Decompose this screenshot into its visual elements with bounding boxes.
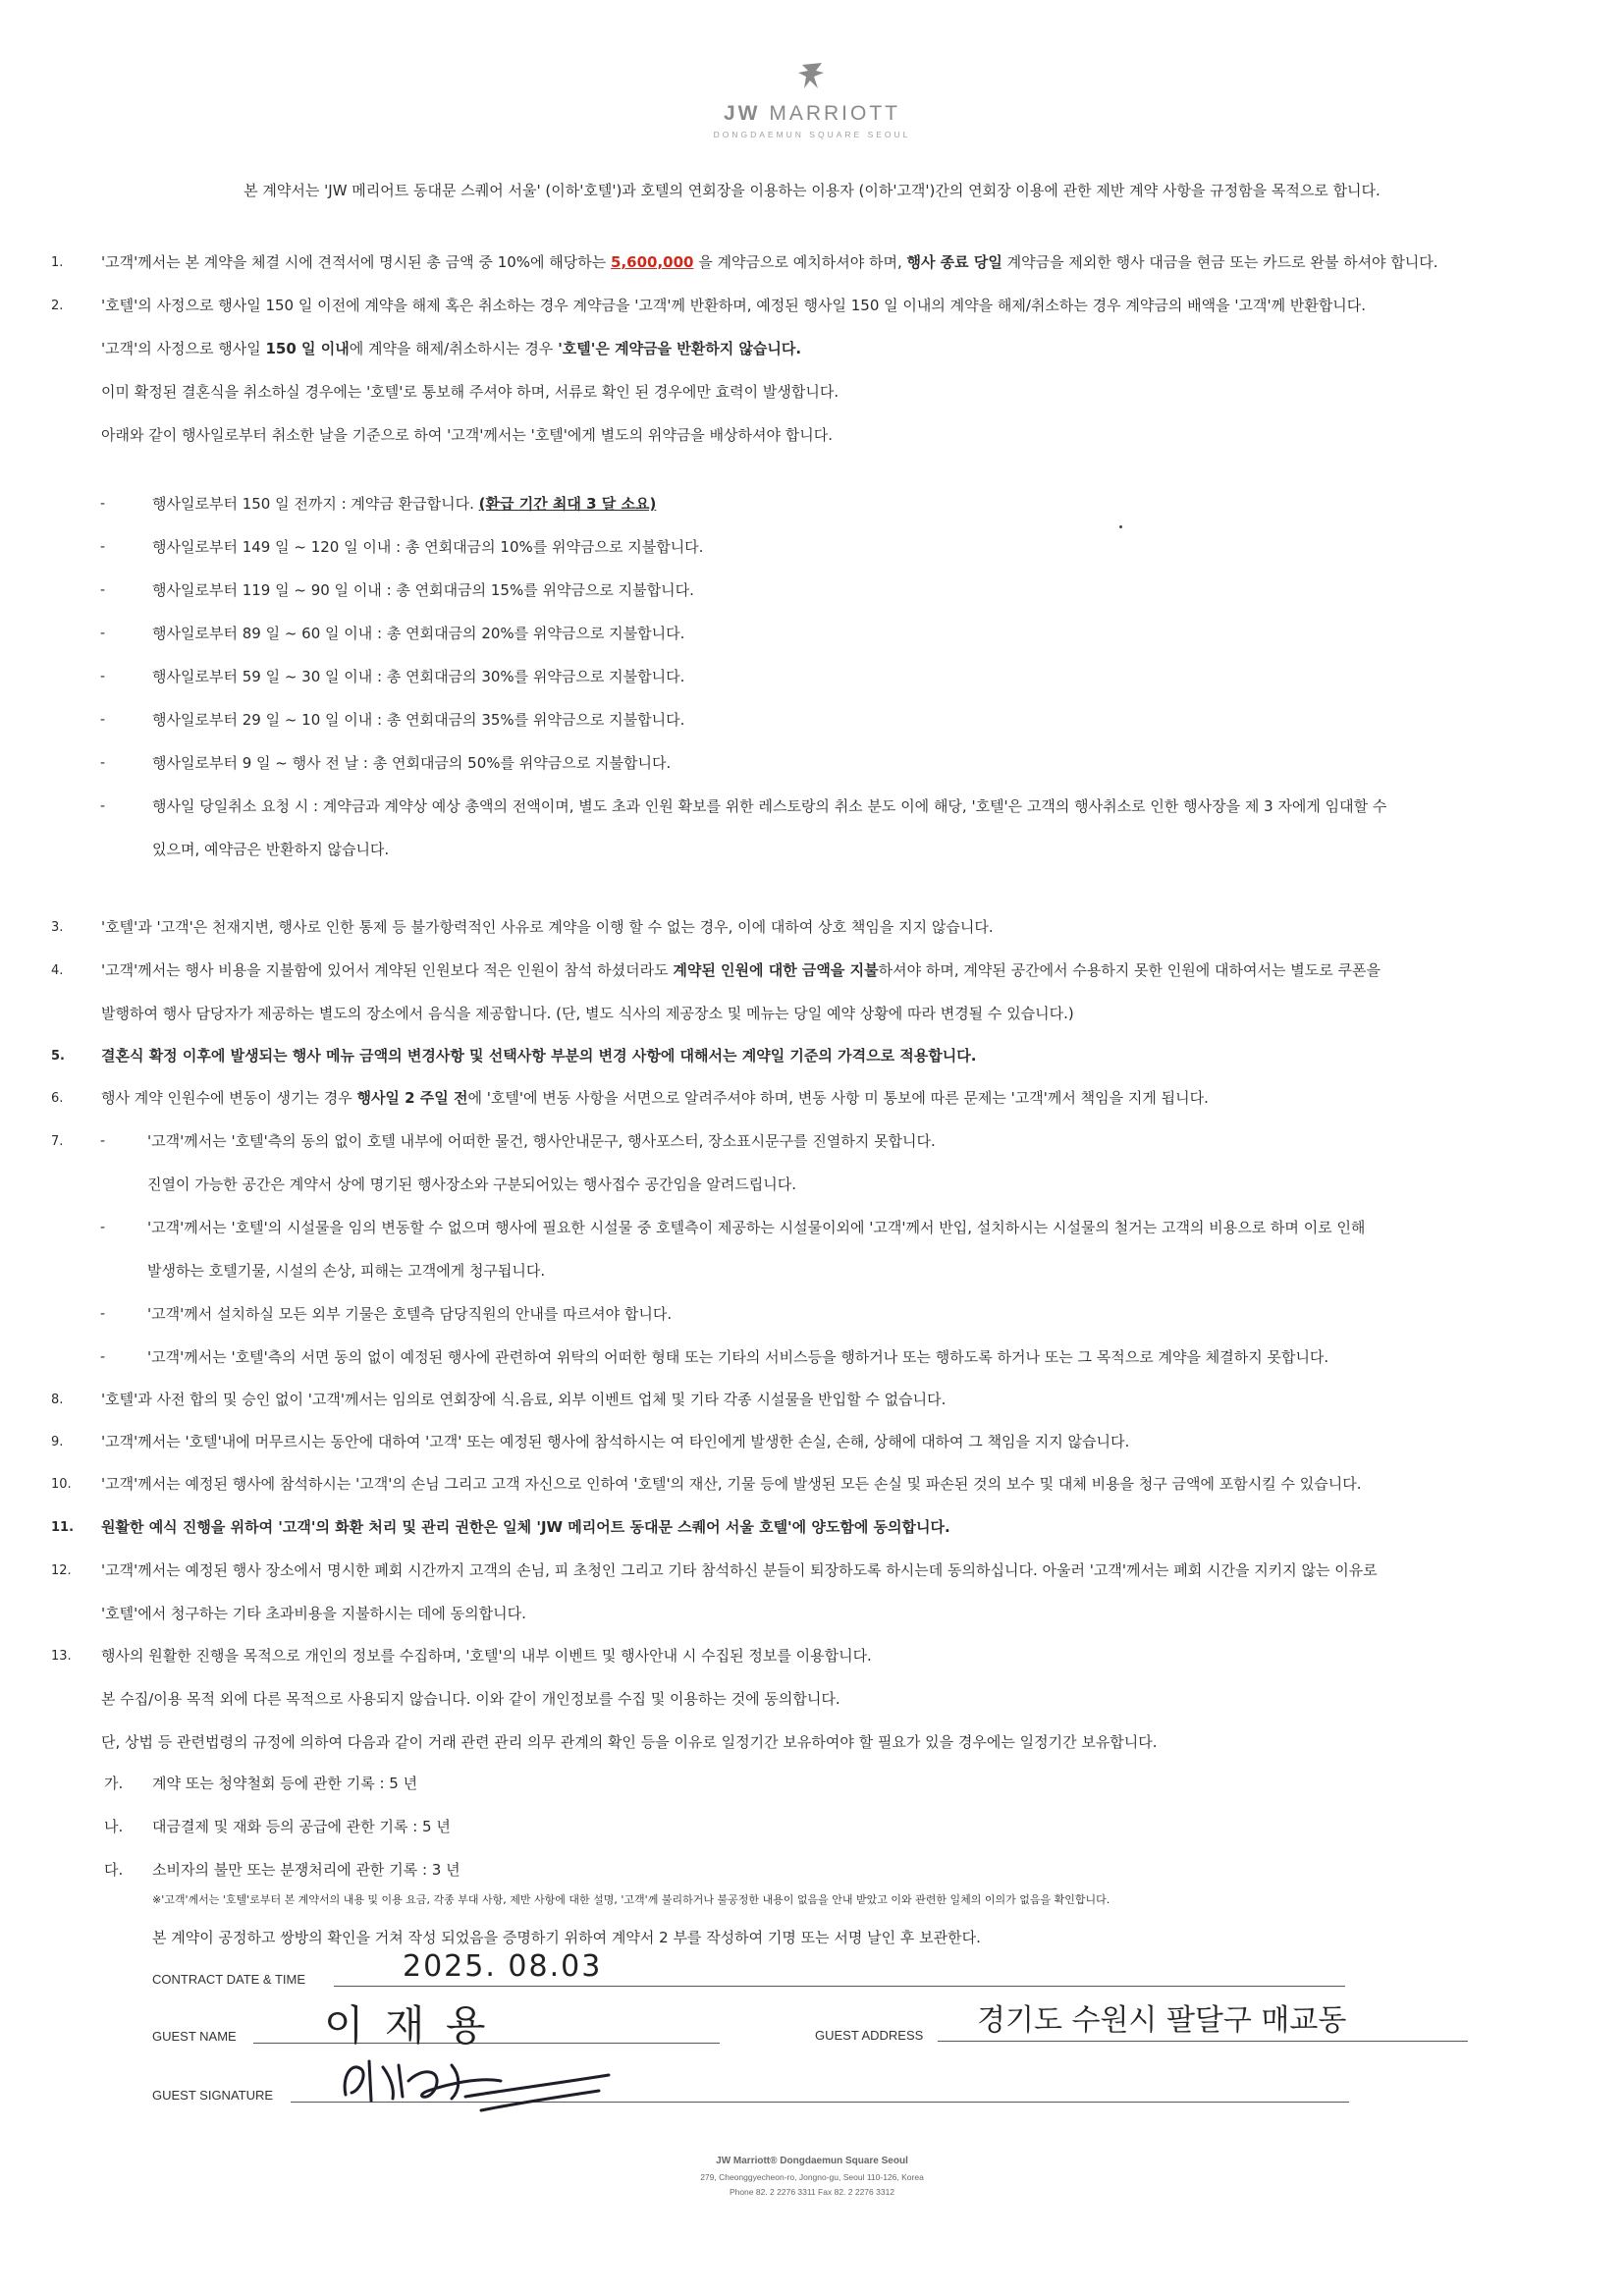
clause-7-dash: -	[100, 1349, 106, 1365]
guest-name-label: GUEST NAME	[152, 2029, 237, 2044]
clause-13-line-1: 행사의 원활한 진행을 목적으로 개인의 정보를 수집하며, '호텔'의 내부 이벤트 및 행사안내 시 수집된 정보를 이용합니다.	[101, 1647, 872, 1665]
clause-7-dash: -	[100, 1133, 106, 1149]
penalty-item-8-cont: 있으며, 예약금은 반환하지 않습니다.	[152, 841, 390, 858]
clause-5: 결혼식 확정 이후에 발생되는 행사 메뉴 금액의 변경사항 및 선택사항 부분의 변경 사항에 대해서는 계약일 기준의 가격으로 적용합니다.	[101, 1047, 977, 1065]
contract-date-label: CONTRACT DATE & TIME	[152, 1972, 306, 1987]
clause-4-line-1: '고객'께서는 행사 비용을 지불함에 있어서 계약된 인원보다 적은 인원이 참석 하셨더라도 계약된 인원에 대한 금액을 지불하셔야 하며, 계약된 공간에서 수용하지 못한 인원에 대하여서는 별도로 쿠폰을	[101, 961, 1380, 979]
clause-1-number: 1.	[51, 255, 64, 270]
retention-item-da: 소비자의 불만 또는 분쟁처리에 관한 기록 : 3 년	[152, 1861, 460, 1879]
penalty-dash: -	[100, 626, 106, 641]
clause-1: '고객'께서는 본 계약을 체결 시에 견적서에 명시된 총 금액 중 10%에 해당하는 5,600,000 을 계약금으로 예치하셔야 하며, 행사 종료 당일 계약금을 제외한 행사 대금을 현금 또는 카드로 완불 하셔야 합니다.	[101, 253, 1438, 271]
penalty-dash: -	[100, 539, 106, 555]
clause-8: '호텔'과 사전 합의 및 승인 없이 '고객'께서는 임의로 연회장에 식.음료, 외부 이벤트 업체 및 기타 각종 시설물을 반입할 수 없습니다.	[101, 1391, 947, 1408]
clause-7-item-2-cont: 발생하는 호텔기물, 시설의 손상, 피해는 고객에게 청구됩니다.	[147, 1262, 546, 1280]
penalty-item-6: 행사일로부터 29 일 ~ 10 일 이내 : 총 연회대금의 35%를 위약금으로 지불합니다.	[152, 711, 685, 729]
retention-item-na: 대금결제 및 재화 등의 공급에 관한 기록 : 5 년	[152, 1818, 451, 1835]
clause-2-line-4: 아래와 같이 행사일로부터 취소한 날을 기준으로 하여 '고객'께서는 '호텔'에게 별도의 위약금을 배상하셔야 합니다.	[101, 426, 834, 444]
clause-9: '고객'께서는 '호텔'내에 머무르시는 동안에 대하여 '고객' 또는 예정된 행사에 참석하시는 여 타인에게 발생한 손실, 손해, 상해에 대하여 그 책임을 지지 않습니다.	[101, 1433, 1130, 1450]
penalty-item-5: 행사일로부터 59 일 ~ 30 일 이내 : 총 연회대금의 30%를 위약금으로 지불합니다.	[152, 668, 685, 685]
guest-address-value: 경기도 수원시 팔달구 매교동	[977, 2003, 1347, 2038]
clause-8-number: 8.	[51, 1393, 64, 1407]
clause-10-number: 10.	[51, 1477, 72, 1492]
footer-address: 279, Cheonggyecheon-ro, Jongno-gu, Seoul 110-126, Korea	[700, 2172, 924, 2182]
clause-4-line-2: 발행하여 행사 담당자가 제공하는 별도의 장소에서 음식을 제공합니다. (단, 별도 식사의 제공장소 및 메뉴는 당일 예약 상황에 따라 변경될 수 있습니다.)	[101, 1005, 1074, 1022]
brand-subtitle: DONGDAEMUN SQUARE SEOUL	[713, 130, 911, 139]
retention-label-ka: 가.	[104, 1775, 124, 1792]
clause-7-dash: -	[100, 1220, 106, 1235]
clause-5-number: 5.	[51, 1049, 65, 1064]
penalty-dash: -	[100, 798, 106, 814]
penalty-item-4: 행사일로부터 89 일 ~ 60 일 이내 : 총 연회대금의 20%를 위약금으로 지불합니다.	[152, 625, 685, 642]
clause-2-number: 2.	[51, 299, 64, 313]
clause-2-line-2: '고객'의 사정으로 행사일 150 일 이내에 계약을 해제/취소하시는 경우 '호텔'은 계약금을 반환하지 않습니다.	[101, 340, 802, 357]
clause-7-item-4: '고객'께서는 '호텔'측의 서면 동의 없이 예정된 행사에 관련하여 위탁의 어떠한 형태 또는 기타의 서비스등을 행하거나 또는 행하도록 하거나 또는 그 목적으로 계약을 체결하지 못합니다.	[147, 1348, 1329, 1366]
footer-hotel-name: JW Marriott® Dongdaemun Square Seoul	[716, 2156, 908, 2166]
clause-9-number: 9.	[51, 1435, 64, 1449]
clause-7-number: 7.	[51, 1134, 64, 1149]
clause-11-number: 11.	[51, 1520, 75, 1535]
clause-7-dash: -	[100, 1306, 106, 1322]
clause-13-line-3: 단, 상법 등 관련법령의 규정에 의하여 다음과 같이 거래 관련 관리 의무 관계의 확인 등을 이유로 일정기간 보유하여야 할 필요가 있을 경우에는 일정기간 보유합니다.	[101, 1733, 1158, 1751]
intro-text: 본 계약서는 'JW 메리어트 동대문 스퀘어 서울' (이하'호텔')과 호텔의 연회장을 이용하는 이용자 (이하'고객')간의 연회장 이용에 관한 제반 계약 사항을 규정함을 목적으로 합니다.	[244, 182, 1380, 199]
clause-12-line-1: '고객'께서는 예정된 행사 장소에서 명시한 폐회 시간까지 고객의 손님, 피 초청인 그리고 기타 참석하신 분들이 퇴장하도록 하시는데 동의하십니다. 아울러 '고객'께서는 폐회 시간을 지키지 않는 이유로	[101, 1561, 1378, 1579]
stray-dot	[1119, 525, 1122, 528]
clause-7-item-1-cont: 진열이 가능한 공간은 계약서 상에 명기된 행사장소와 구분되어있는 행사접수 공간임을 알려드립니다.	[147, 1175, 797, 1193]
penalty-dash: -	[100, 712, 106, 728]
penalty-item-2: 행사일로부터 149 일 ~ 120 일 이내 : 총 연회대금의 10%를 위약금으로 지불합니다.	[152, 538, 704, 556]
clause-12-line-2: '호텔'에서 청구하는 기타 초과비용을 지불하시는 데에 동의합니다.	[101, 1605, 526, 1622]
guest-signature-label: GUEST SIGNATURE	[152, 2088, 274, 2103]
guest-name-value: 이 재 용	[324, 2001, 490, 2050]
deposit-amount: 5,600,000	[611, 253, 694, 271]
clause-13-line-2: 본 수집/이용 목적 외에 다른 목적으로 사용되지 않습니다. 이와 같이 개인정보를 수집 및 이용하는 것에 동의합니다.	[101, 1690, 840, 1708]
clause-2-line-1: '호텔'의 사정으로 행사일 150 일 이전에 계약을 해제 혹은 취소하는 경우 계약금을 '고객'께 반환하며, 예정된 행사일 150 일 이내의 계약을 해제/취소하는 경우 계약금의 배액을 '고객'께 반환합니다.	[101, 297, 1367, 314]
retention-label-na: 나.	[104, 1818, 124, 1835]
guest-address-line	[938, 2041, 1468, 2042]
clause-3: '호텔'과 '고객'은 천재지변, 행사로 인한 통제 등 불가항력적인 사유로 계약을 이행 할 수 없는 경우, 이에 대하여 상호 책임을 지지 않습니다.	[101, 918, 994, 936]
penalty-dash: -	[100, 755, 106, 771]
retention-label-da: 다.	[104, 1861, 124, 1879]
clause-2-line-3: 이미 확정된 결혼식을 취소하실 경우에는 '호텔'로 통보해 주셔야 하며, 서류로 확인 된 경우에만 효력이 발생합니다.	[101, 383, 839, 401]
penalty-item-3: 행사일로부터 119 일 ~ 90 일 이내 : 총 연회대금의 15%를 위약금으로 지불합니다.	[152, 581, 694, 599]
penalty-item-1: 행사일로부터 150 일 전까지 : 계약금 환급합니다. (환급 기간 최대 3 달 소요)	[152, 495, 657, 513]
contract-date-line	[334, 1986, 1345, 1987]
confirmation-note: ※'고객'께서는 '호텔'로부터 본 계약서의 내용 및 이용 요금, 각종 부대 사항, 제반 사항에 대한 설명, '고객'께 불리하거나 불공정한 내용이 없음을 안내 받았고 이와 관련한 일체의 이의가 없음을 확인합니다.	[152, 1893, 1110, 1906]
hotel-logo	[0, 59, 1624, 139]
penalty-item-7: 행사일로부터 9 일 ~ 행사 전 날 : 총 연회대금의 50%를 위약금으로 지불합니다.	[152, 754, 672, 772]
contract-date-value: 2025. 08.03	[403, 1949, 603, 1984]
footer-phone: Phone 82. 2 2276 3311 Fax 82. 2 2276 3312	[729, 2187, 895, 2197]
penalty-dash: -	[100, 496, 106, 512]
clause-7-item-2: '고객'께서는 '호텔'의 시설물을 임의 변동할 수 없으며 행사에 필요한 시설물 중 호텔측이 제공하는 시설물이외에 '고객'께서 반입, 설치하시는 시설물의 철거는 고객의 비용으로 하며 이로 인해	[147, 1219, 1366, 1236]
clause-6-number: 6.	[51, 1091, 64, 1106]
guest-address-label: GUEST ADDRESS	[815, 2028, 924, 2043]
clause-7-item-1: '고객'께서는 '호텔'측의 동의 없이 호텔 내부에 어떠한 물건, 행사안내문구, 행사포스터, 장소표시문구를 진열하지 못합니다.	[147, 1132, 936, 1150]
retention-item-ka: 계약 또는 청약철회 등에 관한 기록 : 5 년	[152, 1775, 418, 1792]
penalty-dash: -	[100, 582, 106, 598]
clause-6: 행사 계약 인원수에 변동이 생기는 경우 행사일 2 주일 전에 '호텔'에 변동 사항을 서면으로 알려주셔야 하며, 변동 사항 미 통보에 따른 문제는 '고객'께서 책임을 지게 됩니다.	[101, 1089, 1209, 1107]
clause-4-number: 4.	[51, 963, 64, 978]
jw-marriott-bird-icon	[794, 59, 830, 98]
penalty-dash: -	[100, 669, 106, 684]
clause-12-number: 12.	[51, 1563, 72, 1578]
guest-signature-icon	[334, 2048, 619, 2125]
closing-statement: 본 계약이 공정하고 쌍방의 확인을 거쳐 작성 되었음을 증명하기 위하여 계약서 2 부를 작성하여 기명 또는 서명 날인 후 보관한다.	[152, 1929, 981, 1946]
brand-name: JW MARRIOTT	[724, 102, 900, 125]
clause-10: '고객'께서는 예정된 행사에 참석하시는 '고객'의 손님 그리고 고객 자신으로 인하여 '호텔'의 재산, 기물 등에 발생된 모든 손실 및 파손된 것의 보수 및 대체 비용을 청구 금액에 포함시킬 수 있습니다.	[101, 1475, 1362, 1493]
penalty-item-8: 행사일 당일취소 요청 시 : 계약금과 계약상 예상 총액의 전액이며, 별도 초과 인원 확보를 위한 레스토랑의 취소 분도 이에 해당, '호텔'은 고객의 행사취소로 인한 행사장을 제 3 자에게 임대할 수	[152, 797, 1387, 815]
clause-7-item-3: '고객'께서 설치하실 모든 외부 기물은 호텔측 담당직원의 안내를 따르셔야 합니다.	[147, 1305, 673, 1323]
clause-13-number: 13.	[51, 1649, 72, 1664]
clause-11: 원활한 예식 진행을 위하여 '고객'의 화환 처리 및 관리 권한은 일체 'JW 메리어트 동대문 스퀘어 서울 호텔'에 양도함에 동의합니다.	[101, 1518, 950, 1536]
clause-3-number: 3.	[51, 920, 64, 935]
